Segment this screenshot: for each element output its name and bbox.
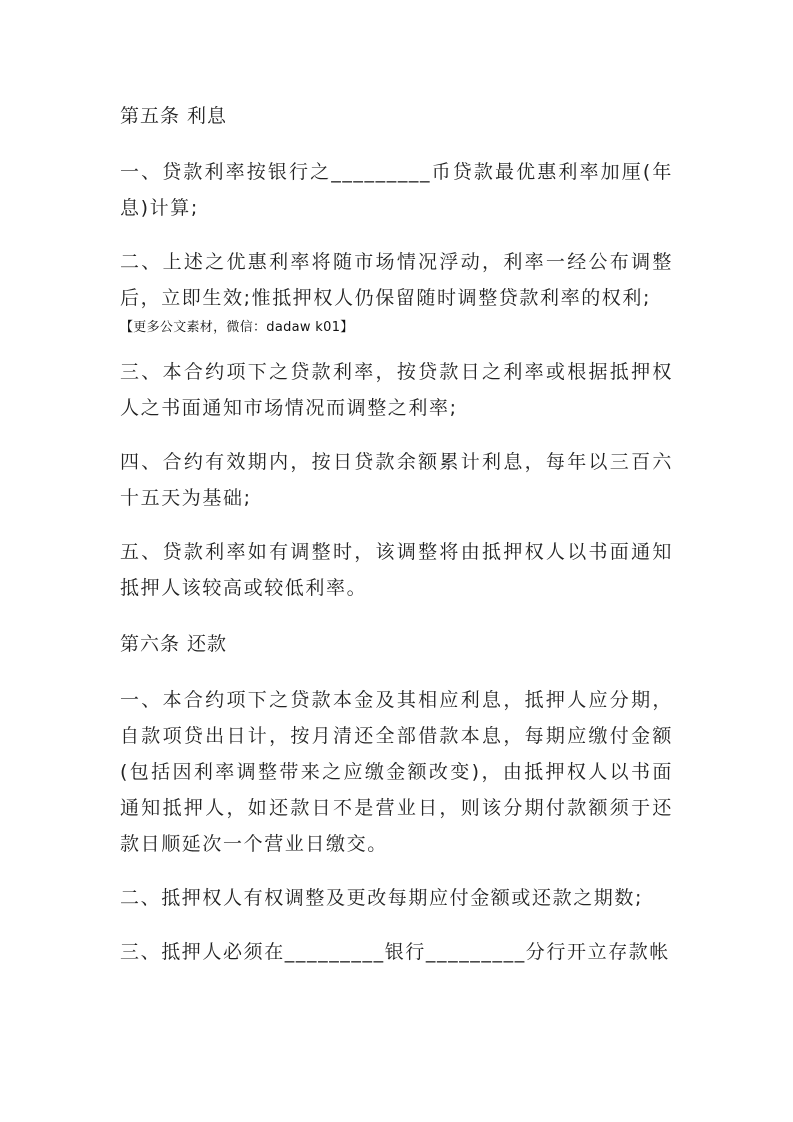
article-6-title: 第六条 还款 — [120, 633, 228, 655]
article-6-item-3: 三、抵押人必须在_________银行_________分行开立存款帐 — [120, 941, 671, 963]
article-6-item-1: 一、本合约项下之贷款本金及其相应利息，抵押人应分期，自款项贷出日计，按月清还全部借款本息，每期应缴付金额(包括因利率调整带来之应缴金额改变)，由抵押权人以书面通知抵押人，如还款日不是营业日，则该分期付款额须于还款日顺延次一个营业日缴交。 — [120, 689, 673, 855]
article-5-item-2: 二、上述之优惠利率将随市场情况浮动，利率一经公布调整后，立即生效;惟抵押权人仍保留随时调整贷款利率的权利; — [120, 251, 673, 309]
article-5-item-3: 三、本合约项下之贷款利率，按贷款日之利率或根据抵押权人之书面通知市场情况而调整之利率; — [120, 361, 673, 419]
document-page — [120, 96, 673, 988]
article-5-item-5: 五、贷款利率如有调整时，该调整将由抵押权人以书面通知抵押人该较高或较低利率。 — [120, 541, 673, 599]
article-5-item-4: 四、合约有效期内，按日贷款余额累计利息，每年以三百六十五天为基础; — [120, 451, 673, 509]
article-6-item-2: 二、抵押权人有权调整及更改每期应付金额或还款之期数; — [120, 887, 644, 909]
article-5-item-1: 一、贷款利率按银行之_________币贷款最优惠利率加厘(年息)计算; — [120, 161, 673, 219]
watermark-note: 【更多公文素材，微信：dadaw k01】 — [120, 320, 354, 335]
article-5-title: 第五条 利息 — [120, 105, 228, 127]
